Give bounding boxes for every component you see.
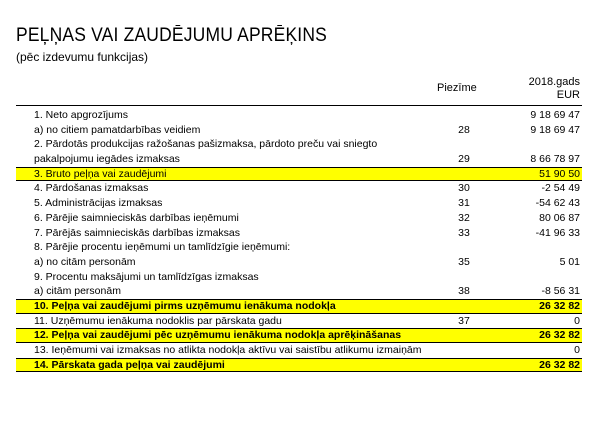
row-label: 9. Procentu maksājumi un tamlīdzīgas izmaksas xyxy=(34,270,259,283)
row-label: 7. Pārējās saimnieciskās darbības izmaksas xyxy=(34,226,241,239)
column-header-unit: EUR xyxy=(556,89,580,101)
row-value: -8 56 31 xyxy=(541,285,580,298)
row-label: a) no citiem pamatdarbības veidiem xyxy=(34,123,201,136)
row-label: 6. Pārējie saimnieciskās darbības ieņēmumi xyxy=(34,211,239,224)
table-row xyxy=(16,211,582,226)
row-note: 35 xyxy=(458,255,470,268)
page-title: PEĻŅAS VAI ZAUDĒJUMU APRĒĶINS xyxy=(16,25,327,46)
row-label: 10. Peļņa vai zaudējumi pirms uzņēmumu ienākuma nodokļa xyxy=(34,299,336,312)
column-header-year-label: 2018.gads xyxy=(528,76,580,88)
table-row xyxy=(16,108,582,123)
row-value: 51 90 50 xyxy=(539,167,580,180)
row-note: 30 xyxy=(458,182,470,195)
row-value: -41 96 33 xyxy=(535,226,580,239)
row-label: a) citām personām xyxy=(34,285,121,298)
row-value: 8 66 78 97 xyxy=(530,153,580,166)
statement-table xyxy=(16,108,582,372)
row-note: 37 xyxy=(458,314,470,327)
row-label: 13. Ieņēmumi vai izmaksas no atlikta nodokļa aktīvu vai saistību atlikumu izmaiņām xyxy=(34,344,422,356)
table-row xyxy=(16,240,582,255)
row-label: 1. Neto apgrozījums xyxy=(34,109,128,121)
row-value: 9 18 69 47 xyxy=(530,109,580,121)
table-row xyxy=(16,358,582,373)
row-value: 26 32 82 xyxy=(539,358,580,371)
table-row xyxy=(16,270,582,285)
column-header-year xyxy=(529,76,580,102)
table-row xyxy=(16,328,582,343)
table-row xyxy=(16,137,582,152)
table-row xyxy=(16,299,582,314)
row-label: 12. Peļņa vai zaudējumi pēc uzņēmumu ienākuma nodokļa aprēķināšanas xyxy=(34,329,402,342)
row-note: 38 xyxy=(458,285,470,298)
row-value: 0 xyxy=(574,344,580,356)
row-note: 31 xyxy=(458,197,470,210)
row-label: pakalpojumu iegādes izmaksas xyxy=(34,153,180,166)
row-label: 8. Pārējie procentu ieņēmumi un tamlīdzīgie ieņēmumi: xyxy=(34,241,291,254)
row-label: 2. Pārdotās produkcijas ražošanas pašizmaksa, pārdoto preču vai sniegto xyxy=(34,138,378,151)
row-label: 4. Pārdošanas izmaksas xyxy=(34,182,149,195)
row-note: 32 xyxy=(458,211,470,224)
page-subtitle: (pēc izdevumu funkcijas) xyxy=(16,50,149,64)
header-divider xyxy=(16,105,582,106)
table-row xyxy=(16,167,582,182)
table-row xyxy=(16,196,582,211)
row-label: 5. Administrācijas izmaksas xyxy=(34,197,163,210)
table-row xyxy=(16,255,582,270)
row-value: 9 18 69 47 xyxy=(530,123,580,136)
table-row xyxy=(16,181,582,196)
row-value: 80 06 87 xyxy=(539,211,580,224)
table-row xyxy=(16,284,582,299)
row-label: 3. Bruto peļņa vai zaudējumi xyxy=(34,167,167,180)
table-row xyxy=(16,152,582,167)
row-label: 14. Pārskata gada peļņa vai zaudējumi xyxy=(34,358,225,371)
table-row xyxy=(16,123,582,138)
row-label: 11. Uzņēmumu ienākuma nodoklis par pārskata gadu xyxy=(34,314,282,327)
row-value: 26 32 82 xyxy=(539,329,580,342)
row-note: 33 xyxy=(458,226,470,239)
table-row xyxy=(16,314,582,329)
column-header-note: Piezīme xyxy=(437,82,477,94)
row-note: 28 xyxy=(458,123,470,136)
row-value: -54 62 43 xyxy=(535,197,580,210)
row-value: -2 54 49 xyxy=(541,182,580,195)
row-value: 0 xyxy=(574,314,580,327)
row-label: a) no citām personām xyxy=(34,255,136,268)
table-row xyxy=(16,226,582,241)
row-value: 26 32 82 xyxy=(539,299,580,312)
table-row xyxy=(16,343,582,358)
row-value: 5 01 xyxy=(559,255,580,268)
row-note: 29 xyxy=(458,153,470,166)
